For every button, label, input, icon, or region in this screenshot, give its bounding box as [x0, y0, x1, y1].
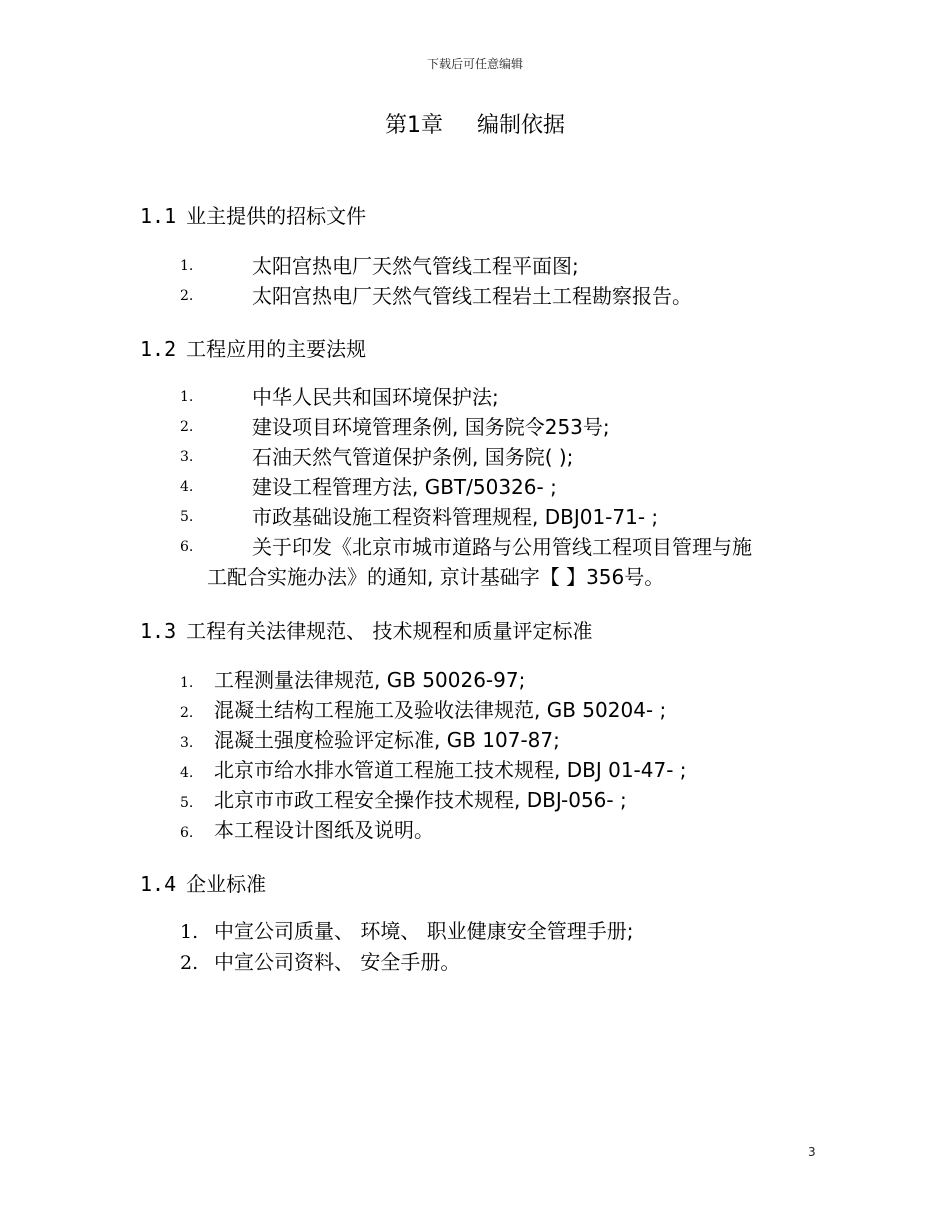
list-item: 2. 混凝土结构工程施工及验收法律规范, GB 50204- ; — [180, 698, 667, 722]
list-item-continuation: 工配合实施办法》的通知, 京计基础字【 】356号。 — [207, 565, 665, 589]
chapter-number: 第1章 — [384, 113, 443, 138]
list-item: 2. 建设项目环境管理条例, 国务院令253号; — [180, 415, 610, 439]
section-list-1-3 — [180, 665, 687, 845]
section-title: 工程应用的主要法规 — [186, 337, 367, 361]
list-item: 3. 混凝土强度检验评定标准, GB 107-87; — [180, 728, 560, 752]
section-heading-1-4 — [140, 868, 266, 897]
list-item: 1. 中宣公司质量、 环境、 职业健康安全管理手册; — [180, 919, 634, 943]
section-number: 1.2 — [140, 337, 177, 361]
section-number: 1.4 — [140, 872, 177, 896]
chapter-name: 编制依据 — [476, 113, 565, 138]
section-number: 1.1 — [140, 204, 177, 228]
list-item: 1. 工程测量法律规范, GB 50026-97; — [180, 668, 526, 692]
section-heading-1-3 — [140, 615, 592, 644]
list-item: 4. 建设工程管理方法, GBT/50326- ; — [180, 475, 557, 499]
list-item: 6. 关于印发《北京市城市道路与公用管线工程项目管理与施 — [180, 535, 752, 559]
section-title: 工程有关法律规范、 技术规程和质量评定标准 — [186, 619, 593, 643]
list-item: 2. 太阳宫热电厂天然气管线工程岩土工程勘察报告。 — [180, 284, 692, 308]
page-number: 3 — [808, 1145, 816, 1159]
list-item: 4. 北京市给水排水管道工程施工技术规程, DBJ 01-47- ; — [180, 758, 687, 782]
list-item: 5. 北京市市政工程安全操作技术规程, DBJ-056- ; — [180, 788, 627, 812]
header-note: 下载后可任意编辑 — [426, 57, 523, 71]
chapter-title — [0, 108, 950, 139]
section-number: 1.3 — [140, 619, 177, 643]
list-item: 3. 石油天然气管道保护条例, 国务院( ); — [180, 445, 574, 469]
section-title: 企业标准 — [186, 872, 267, 896]
section-list-1-4 — [180, 916, 633, 978]
list-item: 2. 中宣公司资料、 安全手册。 — [180, 950, 461, 974]
list-item: 5. 市政基础设施工程资料管理规程, DBJ01-71- ; — [180, 505, 659, 529]
list-item: 1. 中华人民共和国环境保护法; — [180, 385, 499, 409]
section-heading-1-2 — [140, 333, 366, 362]
section-heading-1-1 — [140, 200, 366, 229]
list-item: 1. 太阳宫热电厂天然气管线工程平面图; — [180, 254, 579, 278]
section-list-1-2 — [180, 382, 752, 592]
section-list-1-1 — [180, 251, 692, 311]
section-title: 业主提供的招标文件 — [186, 204, 367, 228]
list-item: 6. 本工程设计图纸及说明。 — [180, 818, 434, 842]
